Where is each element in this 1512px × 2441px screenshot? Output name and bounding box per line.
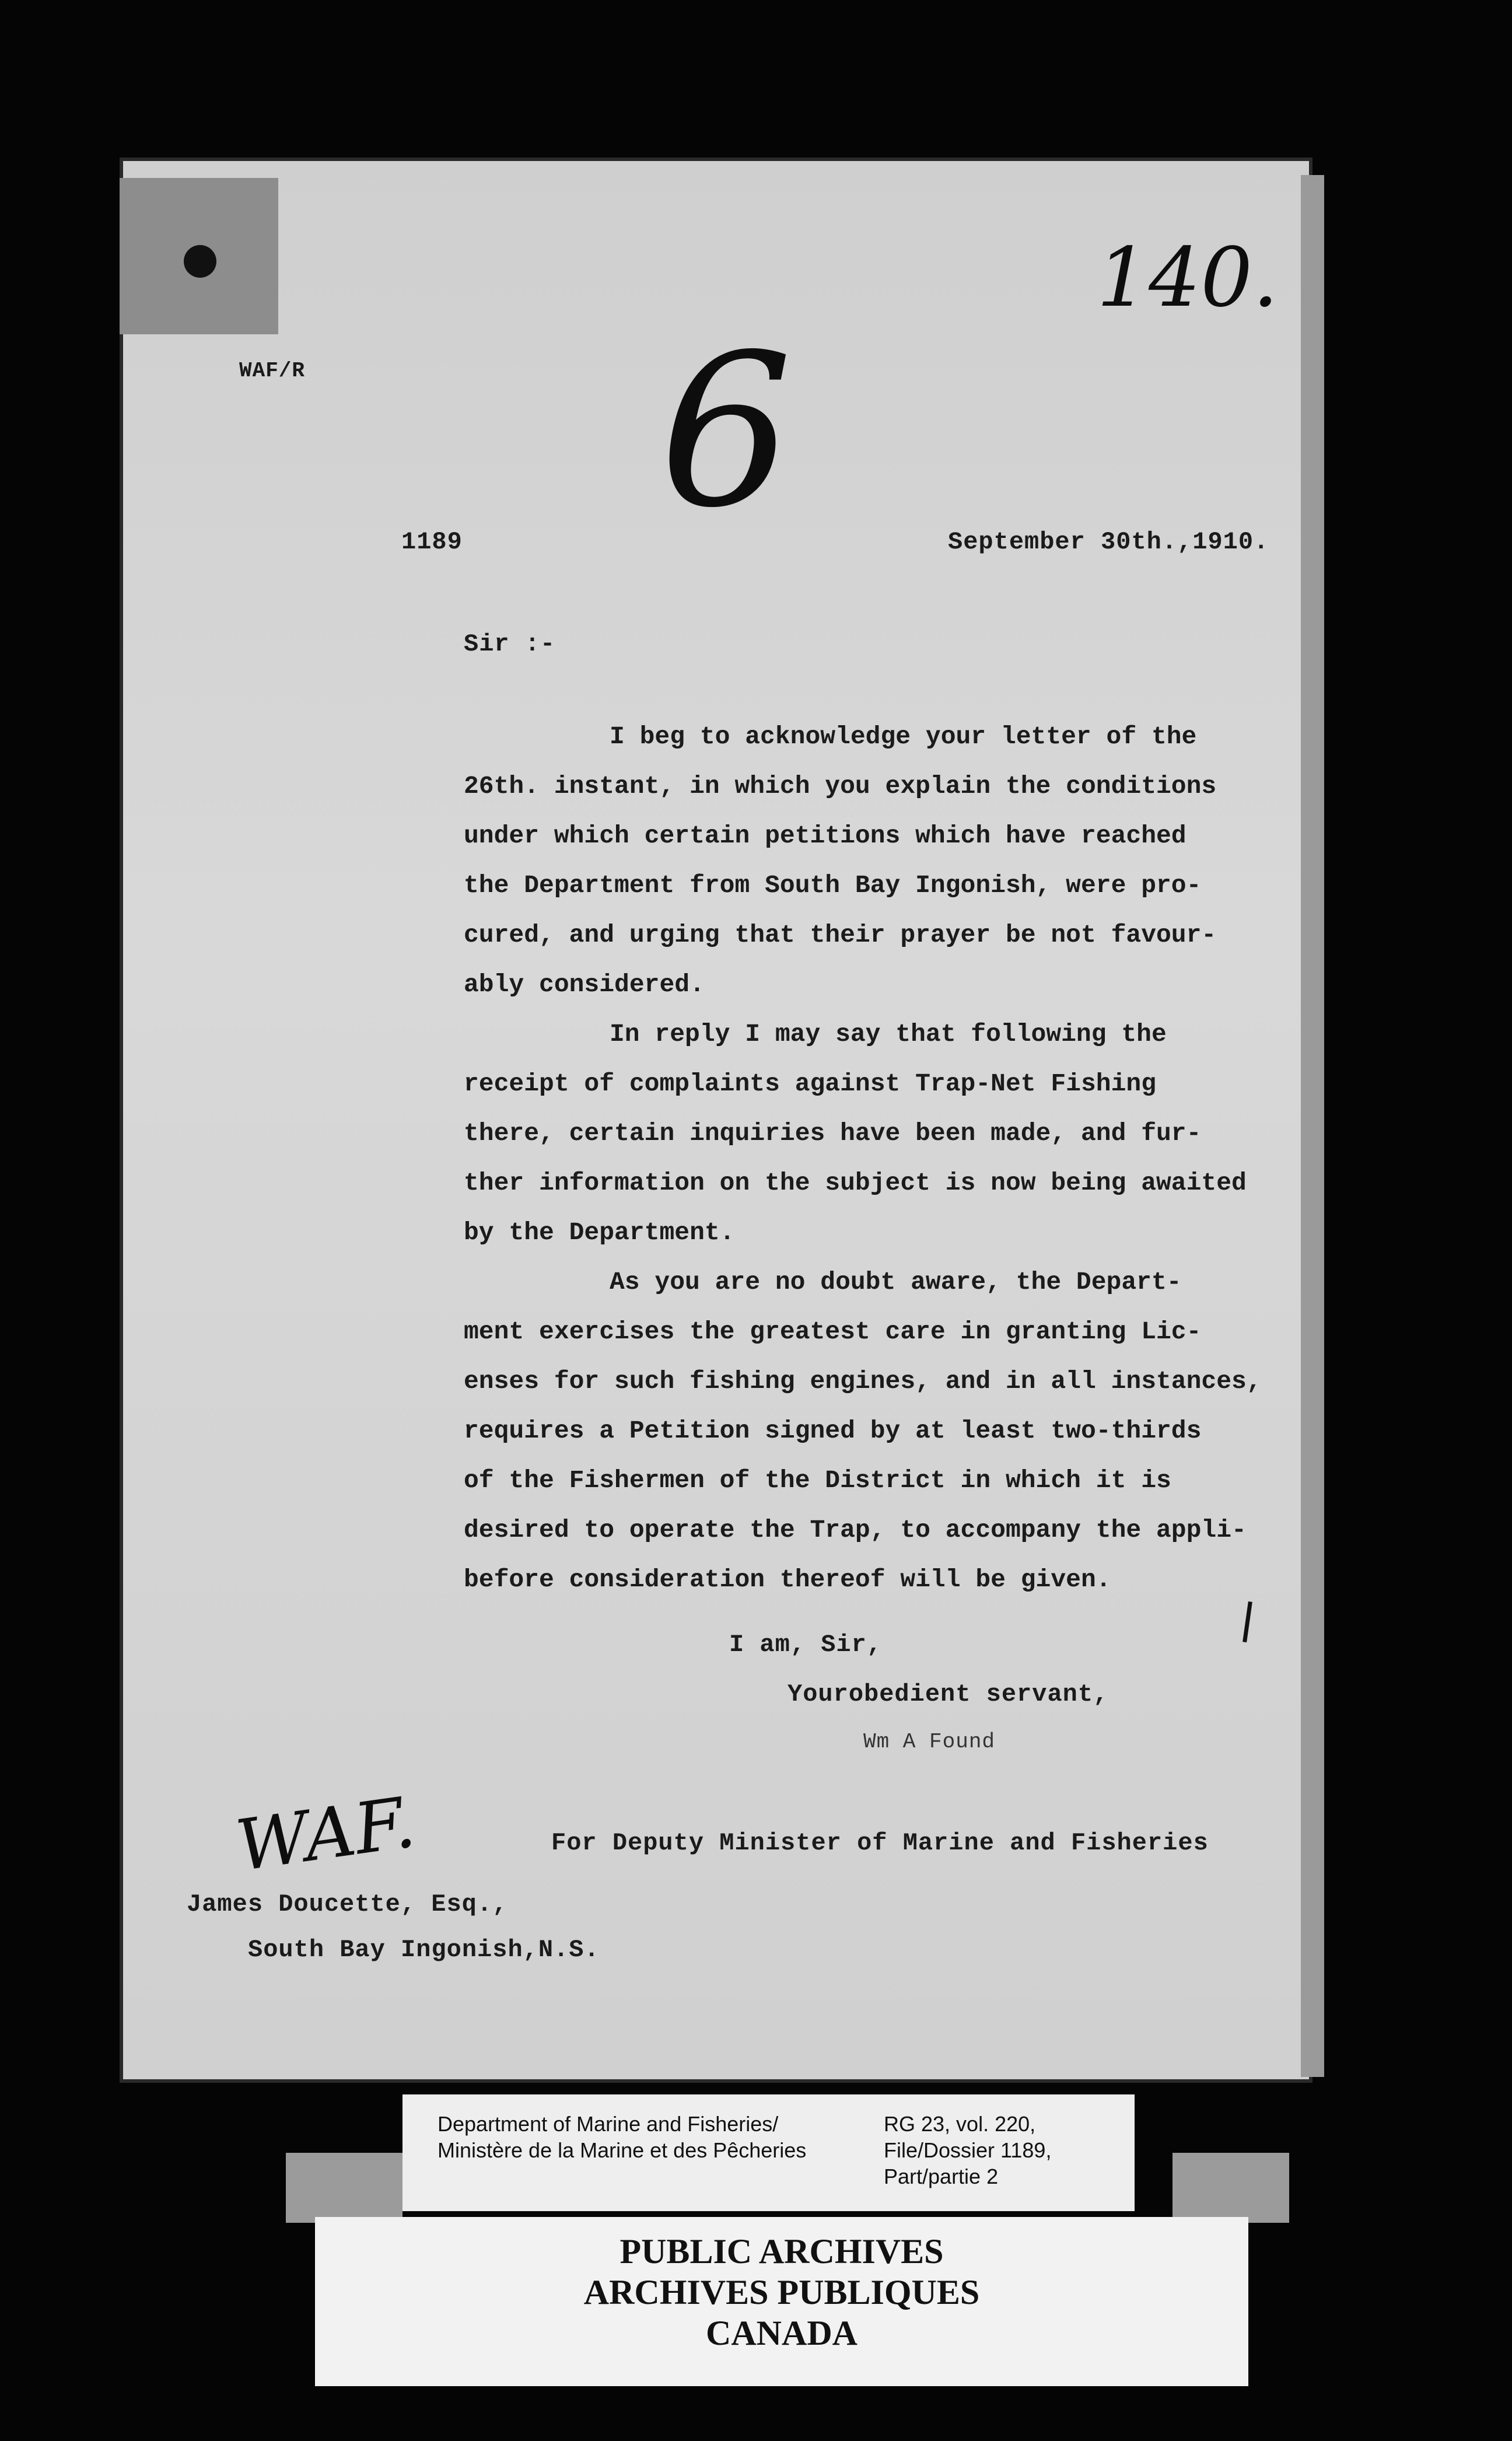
letter-date: September 30th.,1910. <box>948 528 1269 556</box>
addressee-name: James Doucette, Esq., <box>187 1890 508 1918</box>
stamp-line-3: CANADA <box>706 2314 858 2352</box>
closing-line: Wm A Found <box>863 1730 996 1754</box>
body-line: requires a Petition signed by at least two-thirds <box>464 1417 1202 1445</box>
closing-line: I am, Sir, <box>729 1631 883 1659</box>
handwritten-mark: 6 <box>659 309 793 554</box>
body-line: of the Fishermen of the District in which it is <box>464 1466 1171 1495</box>
body-line: before consideration thereof will be given. <box>464 1565 1111 1594</box>
initials: WAF/R <box>239 359 306 383</box>
punch-hole <box>184 245 216 278</box>
body-line: receipt of complaints against Trap-Net Fishing <box>464 1069 1156 1098</box>
paper-edge <box>1301 175 1324 2077</box>
closing-line: Yourobedient servant, <box>788 1680 1109 1708</box>
label-bar-left <box>286 2153 402 2223</box>
body-line: ment exercises the greatest care in granting Lic- <box>464 1317 1202 1346</box>
stamp-line-1: PUBLIC ARCHIVES <box>620 2232 944 2271</box>
archive-stamp <box>315 2217 1248 2386</box>
body-line: there, certain inquiries have been made, and fur- <box>464 1119 1202 1148</box>
body-line: 26th. instant, in which you explain the conditions <box>464 772 1217 800</box>
body-line: ther information on the subject is now being awaited <box>464 1169 1247 1197</box>
label-reference-2: File/Dossier 1189, <box>884 2138 1052 2162</box>
body-line: desired to operate the Trap, to accompany the appli- <box>464 1516 1247 1544</box>
body-line: In reply I may say that following the <box>610 1020 1167 1048</box>
label-bar-right <box>1172 2153 1289 2223</box>
label-reference-3: Part/partie 2 <box>884 2164 999 2188</box>
body-line: cured, and urging that their prayer be not favour- <box>464 921 1217 949</box>
addressee-place: South Bay Ingonish,N.S. <box>248 1936 600 1964</box>
signature-initials: WAF. <box>231 1782 420 1887</box>
body-line: I beg to acknowledge your letter of the <box>610 722 1197 751</box>
body-line: the Department from South Bay Ingonish, were pro- <box>464 871 1202 900</box>
body-line: enses for such fishing engines, and in all instances, <box>464 1367 1262 1396</box>
label-department-fr: Ministère de la Marine et des Pêcheries <box>438 2138 807 2162</box>
archive-label <box>402 2094 1135 2211</box>
label-department-en: Department of Marine and Fisheries/ <box>438 2112 779 2136</box>
body-line: As you are no doubt aware, the Depart- <box>610 1268 1182 1296</box>
file-number: 1189 <box>401 528 463 556</box>
salutation: Sir :- <box>464 630 556 658</box>
handwritten-page-number: 140. <box>1097 230 1279 326</box>
body-line: under which certain petitions which have reached <box>464 821 1186 850</box>
signed-for: For Deputy Minister of Marine and Fisheries <box>551 1829 1209 1857</box>
body-line: ably considered. <box>464 970 705 999</box>
label-reference-1: RG 23, vol. 220, <box>884 2112 1036 2136</box>
body-line: by the Department. <box>464 1218 735 1247</box>
stamp-line-2: ARCHIVES PUBLIQUES <box>583 2273 980 2311</box>
